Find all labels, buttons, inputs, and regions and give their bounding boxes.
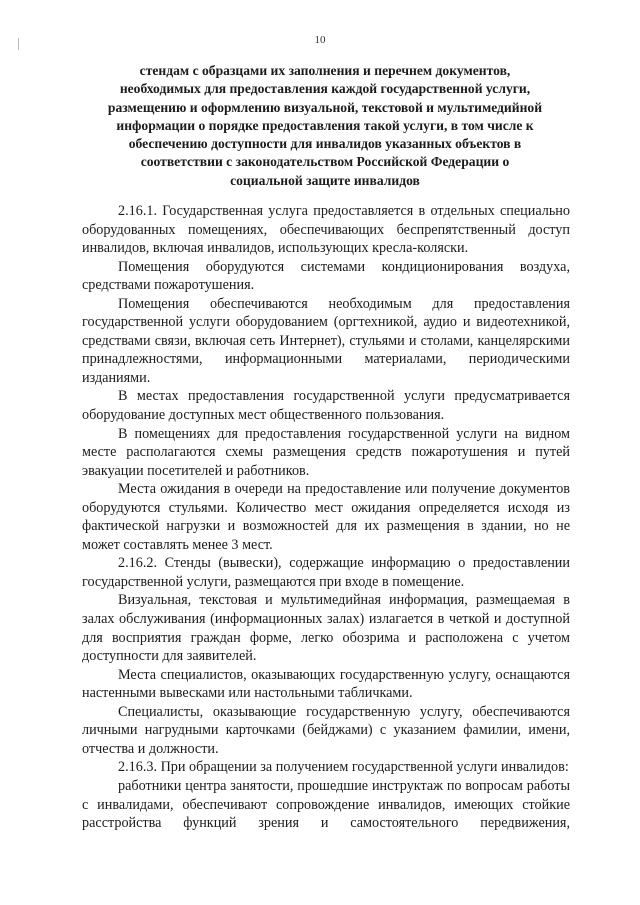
page-number: 10: [314, 34, 326, 46]
heading-line: стендам с образцами их заполнения и перечнем документов,: [139, 63, 511, 78]
paragraph: 2.16.1. Государственная услуга предоставляется в отдельных специально оборудованных помещениях, обеспечивающих беспрепятственный доступ инвалидов, включая инвалидов, использующих кресла-коляски.: [82, 203, 570, 257]
paragraph: работники центра занятости, прошедшие инструктаж по вопросам работы с инвалидами, обеспечивают сопровождение инвалидов, имеющих стойкие расстройства функций зрения и самостоятельного передвижения,: [82, 777, 570, 832]
paragraph: 2.16.2. Стенды (вывески), содержащие информацию о предоставлении государственной услуги, размещаются при входе в помещение.: [82, 555, 570, 590]
paragraph: Места ожидания в очереди на предоставление или получение документов оборудуются стульями. Количество мест ожидания определяется исходя из фактической нагрузки и возможностей для их размещения в здании, но не может составлять менее 3 мест.: [82, 481, 570, 553]
heading-line: социальной защите инвалидов: [230, 172, 420, 188]
heading-line: соответствии с законодательством Российской Федерации о: [140, 154, 510, 170]
paragraph: Места специалистов, оказывающих государственную услугу, оснащаются настенными вывесками или настольными табличками.: [82, 666, 570, 702]
heading-line: размещению и оформлению визуальной, текстовой и мультимедийной: [107, 99, 543, 115]
paragraph: Специалисты, оказывающие государственную услугу, обеспечиваются личными нагрудными карточками (бейджами) с указанием фамилии, имени, отчества и должности.: [82, 703, 570, 757]
paragraph: Визуальная, текстовая и мультимедийная информация, размещаемая в залах обслуживания (информационных залах) излагается в четкой и доступной для восприятия граждан форме, легко обозрима и расположена с учетом доступности для заявителей.: [82, 592, 570, 665]
heading-line: необходимых для предоставления каждой государственной услуги,: [119, 81, 531, 97]
body-text: [82, 202, 570, 833]
heading-line: обеспечению доступности для инвалидов указанных объектов в: [128, 136, 522, 152]
heading-line: информации о порядке предоставления такой услуги, в том числе к: [116, 117, 534, 133]
paragraph: В помещениях для предоставления государственной услуги на видном месте располагаются схемы размещения средств пожаротушения и путей эвакуации посетителей и работников.: [82, 425, 570, 479]
paragraph: Помещения обеспечиваются необходимым для предоставления государственной услуги оборудованием (оргтехникой, аудио и видеотехникой, средствами связи, включая сеть Интернет), стульями и столами, канцелярскими принадлежностями, информационными материалами, периодическими изданиями.: [82, 295, 570, 386]
paragraph: В местах предоставления государственной услуги предусматривается оборудование доступных мест общественного пользования.: [82, 388, 570, 424]
section-heading: [100, 62, 550, 190]
paragraph: Помещения оборудуются системами кондиционирования воздуха, средствами пожаротушения.: [82, 258, 570, 294]
paragraph: 2.16.3. При обращении за получением государственной услуги инвалидов:: [118, 759, 569, 776]
